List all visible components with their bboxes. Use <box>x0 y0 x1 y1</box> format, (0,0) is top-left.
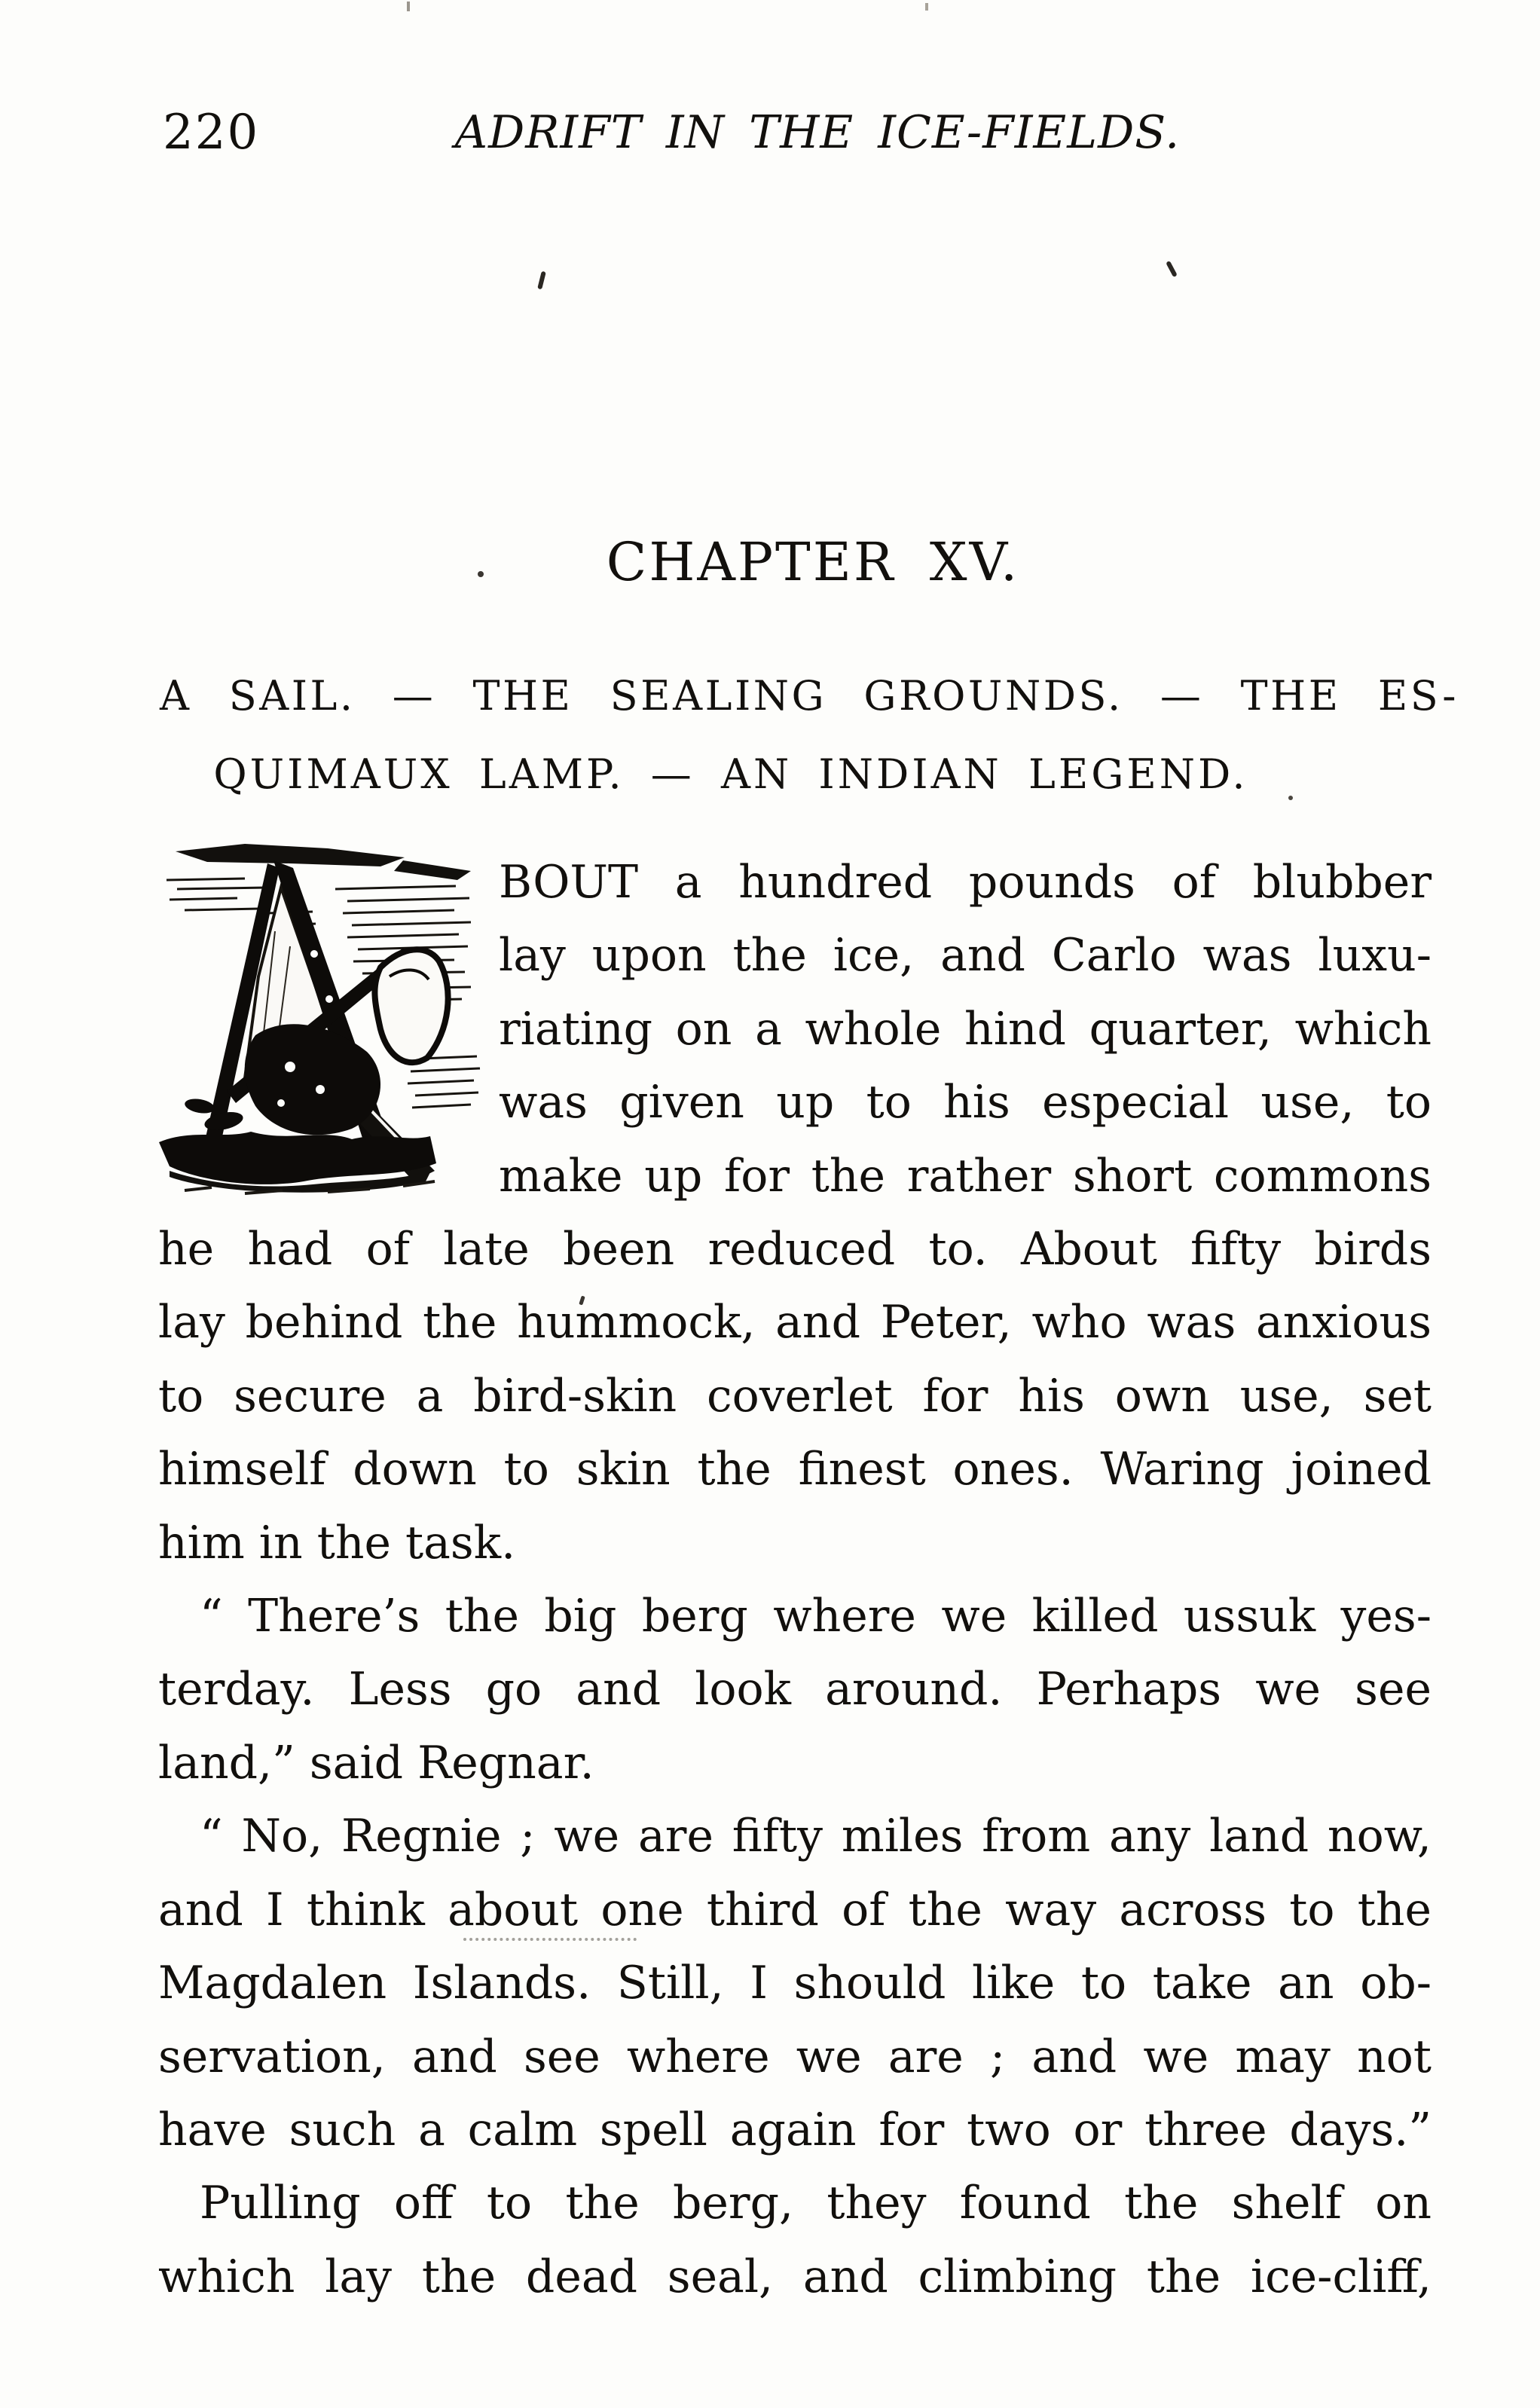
text-line: lay upon the ice, and Carlo was luxu- <box>499 929 1432 982</box>
text-line: Magdalen Islands. Still, I should like to take an ob- <box>158 1957 1432 2010</box>
text-line: to secure a bird-skin coverlet for his own use, set <box>158 1369 1432 1422</box>
text-line: riating on a whole hind quarter, which <box>499 1002 1432 1056</box>
text-line: terday. Less go and look around. Perhaps we see <box>158 1663 1432 1716</box>
ink-speck <box>537 271 546 290</box>
text-line: lay behind the hummock, and Peter, who was anxious <box>158 1296 1432 1349</box>
folio-number: 220 <box>163 105 260 160</box>
text-line: he had of late been reduced to. About fifty birds <box>158 1223 1432 1276</box>
ink-speck <box>925 3 928 11</box>
body-text <box>158 846 1432 2314</box>
text-line: him in the task. <box>158 1516 516 1569</box>
running-title: ADRIFT IN THE ICE-FIELDS. <box>454 106 1181 159</box>
text-line: land,” said Regnar. <box>158 1736 594 1789</box>
text-line: “ No, Regnie ; we are fifty miles from any land now, <box>200 1810 1432 1863</box>
text-line: himself down to skin the finest ones. Waring joined <box>158 1443 1432 1496</box>
text-line: servation, and see where we are ; and we may not <box>158 2030 1432 2083</box>
text-line: have such a calm spell again for two or three days.” <box>158 2103 1432 2156</box>
text-line: which lay the dead seal, and climbing the ice-cliff, <box>158 2250 1432 2303</box>
text-line: and I think about one third of the way across to the <box>158 1883 1432 1936</box>
chapter-heading: CHAPTER XV. <box>606 531 1020 593</box>
text-line: “ There’s the big berg where we killed ussuk yes- <box>200 1590 1432 1643</box>
chapter-subtitle-line-1: A SAIL. — THE SEALING GROUNDS. — THE ES- <box>160 672 1459 720</box>
text-line: Pulling off to the berg, they found the shelf on <box>200 2177 1432 2230</box>
ink-speck <box>1166 261 1178 277</box>
page-header <box>158 105 1432 166</box>
text-line: make up for the rather short commons <box>499 1149 1432 1202</box>
ink-speck <box>407 2 410 11</box>
chapter-subtitle-line-2: QUIMAUX LAMP. — AN INDIAN LEGEND. <box>213 750 1248 798</box>
text-line: was given up to his especial use, to <box>499 1076 1432 1129</box>
chapter-subtitle <box>160 657 1459 814</box>
text-line: BOUT a hundred pounds of blubber <box>499 856 1432 909</box>
